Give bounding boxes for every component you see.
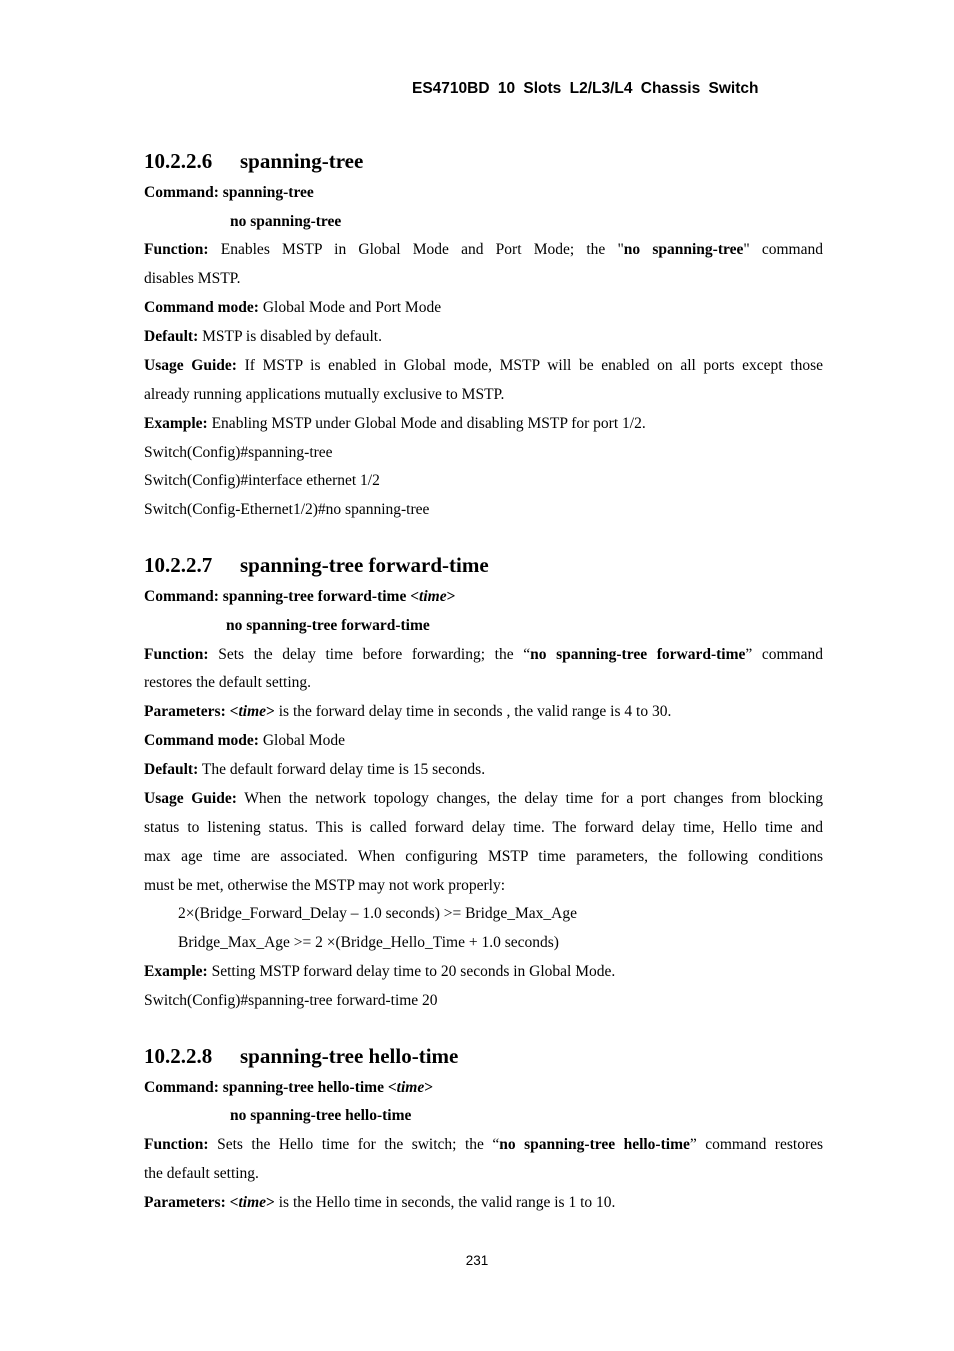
section-number: 10.2.2.8 bbox=[144, 1044, 213, 1068]
no-command-line: no spanning-tree bbox=[230, 213, 342, 230]
section-heading bbox=[144, 1043, 823, 1069]
section-title: spanning-tree forward-time bbox=[240, 553, 489, 577]
default-line: Default: The default forward delay time is 15 seconds. bbox=[144, 761, 486, 778]
command-line: Command: spanning-tree hello-time <time> bbox=[144, 1079, 434, 1096]
cli-line: Switch(Config)#spanning-tree forward-time 20 bbox=[144, 992, 438, 1009]
section-number: 10.2.2.7 bbox=[144, 553, 213, 577]
cli-line: Switch(Config)#spanning-tree bbox=[144, 444, 333, 461]
formula-line: 2×(Bridge_Forward_Delay – 1.0 seconds) >= Bridge_Max_Age bbox=[178, 905, 578, 922]
usage-line-4: must be met, otherwise the MSTP may not work properly: bbox=[144, 877, 506, 894]
cli-line: Switch(Config-Ethernet1/2)#no spanning-tree bbox=[144, 501, 430, 518]
example-line: Example: Setting MSTP forward delay time to 20 seconds in Global Mode. bbox=[144, 963, 616, 980]
function-line: Function: Sets the delay time before forwarding; the “no spanning-tree forward-time” command bbox=[144, 646, 823, 663]
page-header: ES4710BD 10 Slots L2/L3/L4 Chassis Switch bbox=[412, 80, 759, 97]
section-number: 10.2.2.6 bbox=[144, 149, 213, 173]
usage-line-2: already running applications mutually exclusive to MSTP. bbox=[144, 386, 505, 403]
no-command-line: no spanning-tree hello-time bbox=[230, 1107, 412, 1124]
section-title: spanning-tree hello-time bbox=[240, 1044, 459, 1068]
section-heading bbox=[144, 148, 823, 174]
function-line-2: the default setting. bbox=[144, 1165, 259, 1182]
cli-line: Switch(Config)#interface ethernet 1/2 bbox=[144, 472, 380, 489]
parameters-line: Parameters: <time> is the Hello time in seconds, the valid range is 1 to 10. bbox=[144, 1194, 616, 1211]
section-heading bbox=[144, 552, 823, 578]
usage-line-2: status to listening status. This is called forward delay time. The forward delay time, Hello time and bbox=[144, 819, 823, 836]
parameters-line: Parameters: <time> is the forward delay time in seconds , the valid range is 4 to 30. bbox=[144, 703, 672, 720]
command-line: Command: spanning-tree bbox=[144, 184, 314, 201]
usage-line: Usage Guide: If MSTP is enabled in Global mode, MSTP will be enabled on all ports except those bbox=[144, 357, 823, 374]
function-line-2: restores the default setting. bbox=[144, 674, 312, 691]
section-title: spanning-tree bbox=[240, 149, 364, 173]
usage-line: Usage Guide: When the network topology changes, the delay time for a port changes from blocking bbox=[144, 790, 823, 807]
example-line: Example: Enabling MSTP under Global Mode and disabling MSTP for port 1/2. bbox=[144, 415, 646, 432]
command-line: Command: spanning-tree forward-time <time> bbox=[144, 588, 456, 605]
command-mode-line: Command mode: Global Mode and Port Mode bbox=[144, 299, 442, 316]
function-line: Function: Sets the Hello time for the switch; the “no spanning-tree hello-time” command restores bbox=[144, 1136, 824, 1153]
formula-line: Bridge_Max_Age >= 2 ×(Bridge_Hello_Time + 1.0 seconds) bbox=[178, 934, 559, 951]
function-line-2: disables MSTP. bbox=[144, 270, 241, 287]
function-line: Function: Enables MSTP in Global Mode and Port Mode; the "no spanning-tree" command bbox=[144, 241, 823, 258]
no-command-line: no spanning-tree forward-time bbox=[226, 617, 430, 634]
command-mode-line: Command mode: Global Mode bbox=[144, 732, 346, 749]
default-line: Default: MSTP is disabled by default. bbox=[144, 328, 382, 345]
page-number: 231 bbox=[465, 1253, 489, 1268]
usage-line-3: max age time are associated. When configuring MSTP time parameters, the following conditions bbox=[144, 848, 823, 865]
